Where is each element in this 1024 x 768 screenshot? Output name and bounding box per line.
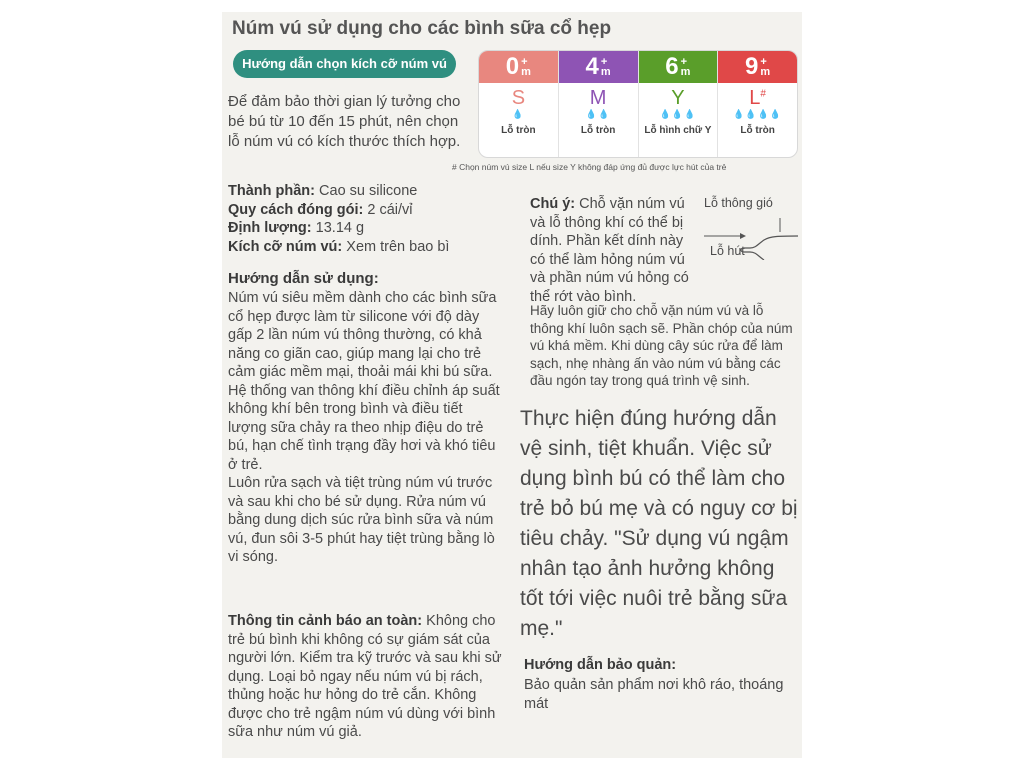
storage-text: Bảo quản sản phẩm nơi khô ráo, thoáng mát [524, 677, 784, 712]
spec-packing: Quy cách đóng gói: 2 cái/vỉ [228, 201, 413, 218]
intro-text: Để đảm bảo thời gian lý tưởng cho bé bú từ 10 đến 15 phút, nên chọn lỗ núm vú có kích thước thích hợp. [228, 93, 461, 150]
size-age: 6 [665, 53, 679, 80]
warning-text: Không cho trẻ bú bình khi không có sự giám sát của người lớn. Kiểm tra kỹ trước và sau khi sử dụng. Loại bỏ ngay nếu núm vú bị rách, thủng hoặc hư hỏng do trẻ cắn. Không được cho trẻ ngậm núm vú dùng với bình sữa như núm vú giả. [228, 613, 502, 740]
nipple-size-table [478, 50, 798, 158]
plus-icon: + [680, 56, 688, 68]
warning-label: Thông tin cảnh báo an toàn: [228, 613, 423, 629]
size-column-l [718, 51, 797, 157]
hole-type: Lỗ tròn [740, 125, 775, 136]
hole-type: Lỗ tròn [501, 125, 536, 136]
safety-warning [228, 612, 502, 742]
size-letter: L# [749, 87, 766, 109]
spec-weight: Định lượng: 13.14 g [228, 220, 365, 236]
size-age: 9 [745, 53, 759, 80]
caution-label: Chú ý: [530, 196, 576, 212]
plus-icon: + [760, 56, 767, 68]
caution-text: Chỗ vặn núm vú và lỗ thông khí có thể bị dính. Phần kết dính này có thể làm hỏng núm vú và phần núm vú hỏng có thể rớt vào bình. [530, 196, 689, 305]
drop-icons: 💧💧💧💧 [733, 109, 783, 119]
usage-paragraph: Luôn rửa sạch và tiệt trùng núm vú trước và sau khi cho bé sử dụng. Rửa núm vú bằng dung dịch súc rửa bình sữa và núm vú, đun sôi 3-5 phút hay tiệt trùng bằng lò vi sóng. [228, 475, 495, 565]
hole-type: Lỗ tròn [580, 125, 616, 136]
size-column-y [639, 51, 719, 157]
drop-icons: 💧💧 [585, 109, 611, 119]
size-guide-badge: Hướng dẫn chọn kích cỡ núm vú [233, 50, 456, 78]
plus-icon: + [521, 56, 528, 68]
nipple-diagram [700, 196, 800, 276]
nipple-outline-icon [700, 210, 800, 260]
usage-heading: Hướng dẫn sử dụng: [228, 270, 379, 287]
warning-quote: Thực hiện đúng hướng dẫn vệ sinh, tiệt khuẩn. Việc sử dụng bình bú có thể làm cho trẻ bỏ bú mẹ và có nguy cơ bị tiêu chảy. "Sử dụng vú ngậm nhân tạo ảnh hưởng không tốt tới việc nuôi trẻ bằng sữa mẹ." [520, 407, 798, 640]
usage-text [228, 289, 502, 567]
size-footnote: # Chọn núm vú size L nếu size Y không đáp ứng đủ được lực hút của trẻ [452, 162, 727, 172]
size-header [559, 51, 638, 83]
hole-type: Lỗ hình chữ Y [644, 125, 712, 136]
product-specs [228, 182, 528, 256]
size-letter: Y [671, 87, 685, 109]
size-header [718, 51, 797, 83]
size-age: 4 [585, 53, 599, 80]
drop-icons: 💧 [512, 109, 525, 119]
size-unit: m [521, 66, 531, 78]
storage-heading: Hướng dẫn bảo quản: [524, 657, 677, 673]
size-unit: m [600, 66, 611, 78]
spec-composition: Thành phần: Cao su silicone [228, 183, 418, 199]
size-letter: M [589, 87, 607, 109]
size-unit: m [680, 66, 691, 78]
size-header [479, 51, 558, 83]
size-header [639, 51, 718, 83]
size-letter: S [511, 87, 526, 109]
plus-icon: + [600, 56, 608, 68]
size-unit: m [760, 66, 771, 78]
caution-note [530, 195, 702, 306]
drop-icons: 💧💧💧 [659, 109, 697, 119]
product-label [222, 12, 802, 758]
vent-label: Lỗ thông gió [704, 196, 773, 210]
spec-size: Kích cỡ núm vú: Xem trên bao bì [228, 238, 450, 255]
suction-label: Lỗ hút [710, 244, 745, 258]
usage-paragraph: Hệ thống van thông khí điều chỉnh áp suất không khí bên trong bình và điều tiết lượng sữa chảy ra theo nhịp điệu do trẻ bú, hạn chế tình trạng đầy hơi và khó tiêu ở trẻ. [228, 382, 500, 473]
care-text: Hãy luôn giữ cho chỗ vặn núm vú và lỗ thông khí luôn sạch sẽ. Phần chóp của núm vú khá mềm. Khi dùng cây súc rửa để làm sạch, nhẹ nhàng ấn vào núm vú bằng các đầu ngón tay trong quá trình vệ sinh. [530, 303, 793, 388]
size-age: 0 [505, 53, 520, 80]
size-column-s [479, 51, 559, 157]
page-title: Núm vú sử dụng cho các bình sữa cổ hẹp [232, 18, 612, 39]
size-column-m [559, 51, 639, 157]
usage-paragraph: Núm vú siêu mềm dành cho các bình sữa cổ hẹp được làm từ silicone với độ dày gấp 2 lần núm vú thông thường, có khả năng co giãn cao, giúp mang lại cho trẻ cảm giác mềm mại, thoải mái khi bú sữa. [228, 290, 497, 380]
